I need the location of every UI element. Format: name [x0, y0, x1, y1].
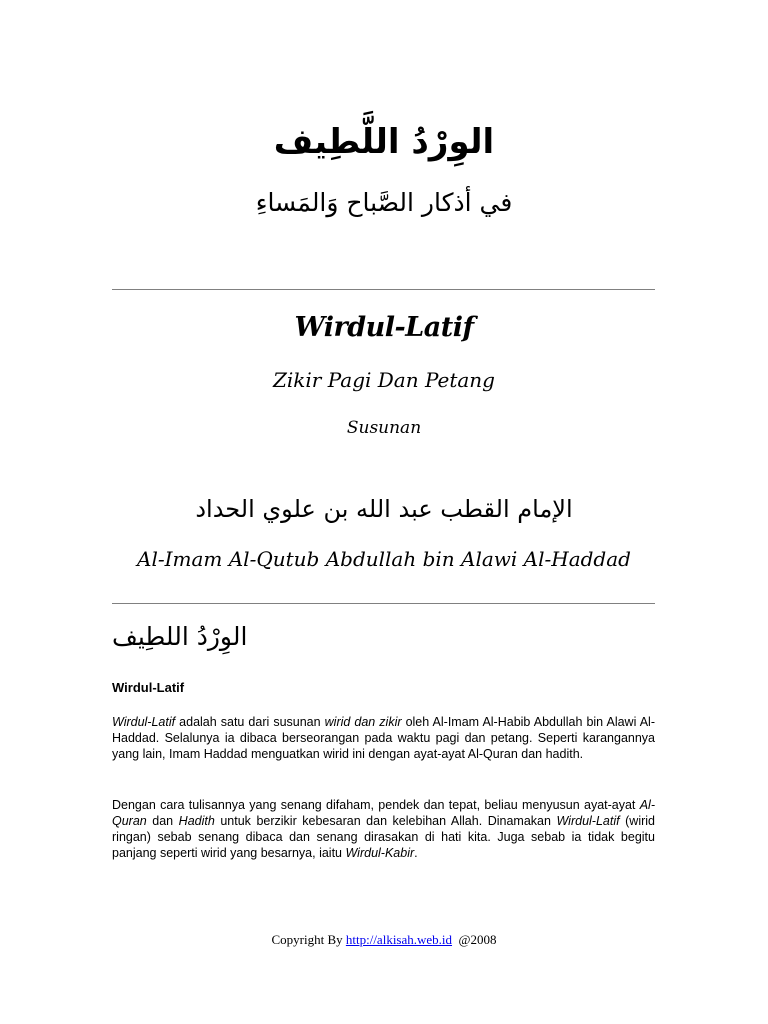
- arabic-title: الوِرْدُ اللَّطِيف: [273, 122, 495, 162]
- arabic-subtitle: في أذكار الصَّباح وَالمَساءِ: [255, 188, 513, 217]
- description-paragraph: [112, 797, 655, 861]
- term-wirid-dan-zikir: wirid dan zikir: [324, 715, 402, 729]
- section-arabic-heading: الوِرْدُ اللطِيف: [112, 622, 248, 651]
- copyright-prefix: Copyright By: [271, 932, 346, 947]
- section-title: Wirdul-Latif: [112, 680, 185, 695]
- intro-paragraph: [112, 714, 655, 762]
- compiled-by-label: Susunan: [346, 418, 422, 438]
- term-wirdul-latif: Wirdul-Latif: [556, 814, 620, 828]
- paragraph-text: adalah satu dari susunan: [175, 715, 325, 729]
- copyright-year: @2008: [458, 932, 497, 947]
- arabic-author-name: الإمام القطب عبد الله بن علوي الحداد: [195, 495, 573, 523]
- paragraph-text: .: [414, 846, 418, 860]
- paragraph-text: oleh Al-Imam Al-Habib Abdullah bin Alawi Al-Haddad. Selalunya ia dibaca berseorangan pada waktu pagi dan petang. Seperti karangannya yang lain, Imam Haddad menguatkan wirid ini dengan ayat-ayat Al-Quran dan hadith.: [112, 715, 655, 761]
- english-subtitle: Zikir Pagi Dan Petang: [272, 368, 495, 392]
- english-title: Wirdul-Latif: [294, 312, 474, 343]
- term-wirdul-latif: Wirdul-Latif: [112, 715, 176, 729]
- term-wirdul-kabir: Wirdul-Kabir: [345, 846, 415, 860]
- paragraph-text: (wirid ringan) sebab senang dibaca dan senang dirasakan di hati kita. Juga sebab ia tidak begitu panjang seperti wirid yang besarnya, iaitu: [112, 814, 655, 860]
- paragraph-text: untuk berzikir kebesaran dan kelebihan Allah. Dinamakan: [214, 814, 557, 828]
- term-al-quran: Al-Quran: [112, 798, 655, 828]
- bottom-divider: [112, 603, 655, 604]
- website-link[interactable]: http://alkisah.web.id: [345, 932, 453, 947]
- paragraph-text: dan: [146, 814, 179, 828]
- term-hadith: Hadith: [178, 814, 215, 828]
- top-divider: [112, 289, 655, 290]
- english-author-name: Al-Imam Al-Qutub Abdullah bin Alawi Al-Haddad: [137, 547, 631, 571]
- footer-copyright: [0, 932, 768, 948]
- paragraph-text: Dengan cara tulisannya yang senang difaham, pendek dan tepat, beliau menyusun ayat-ayat: [112, 798, 640, 812]
